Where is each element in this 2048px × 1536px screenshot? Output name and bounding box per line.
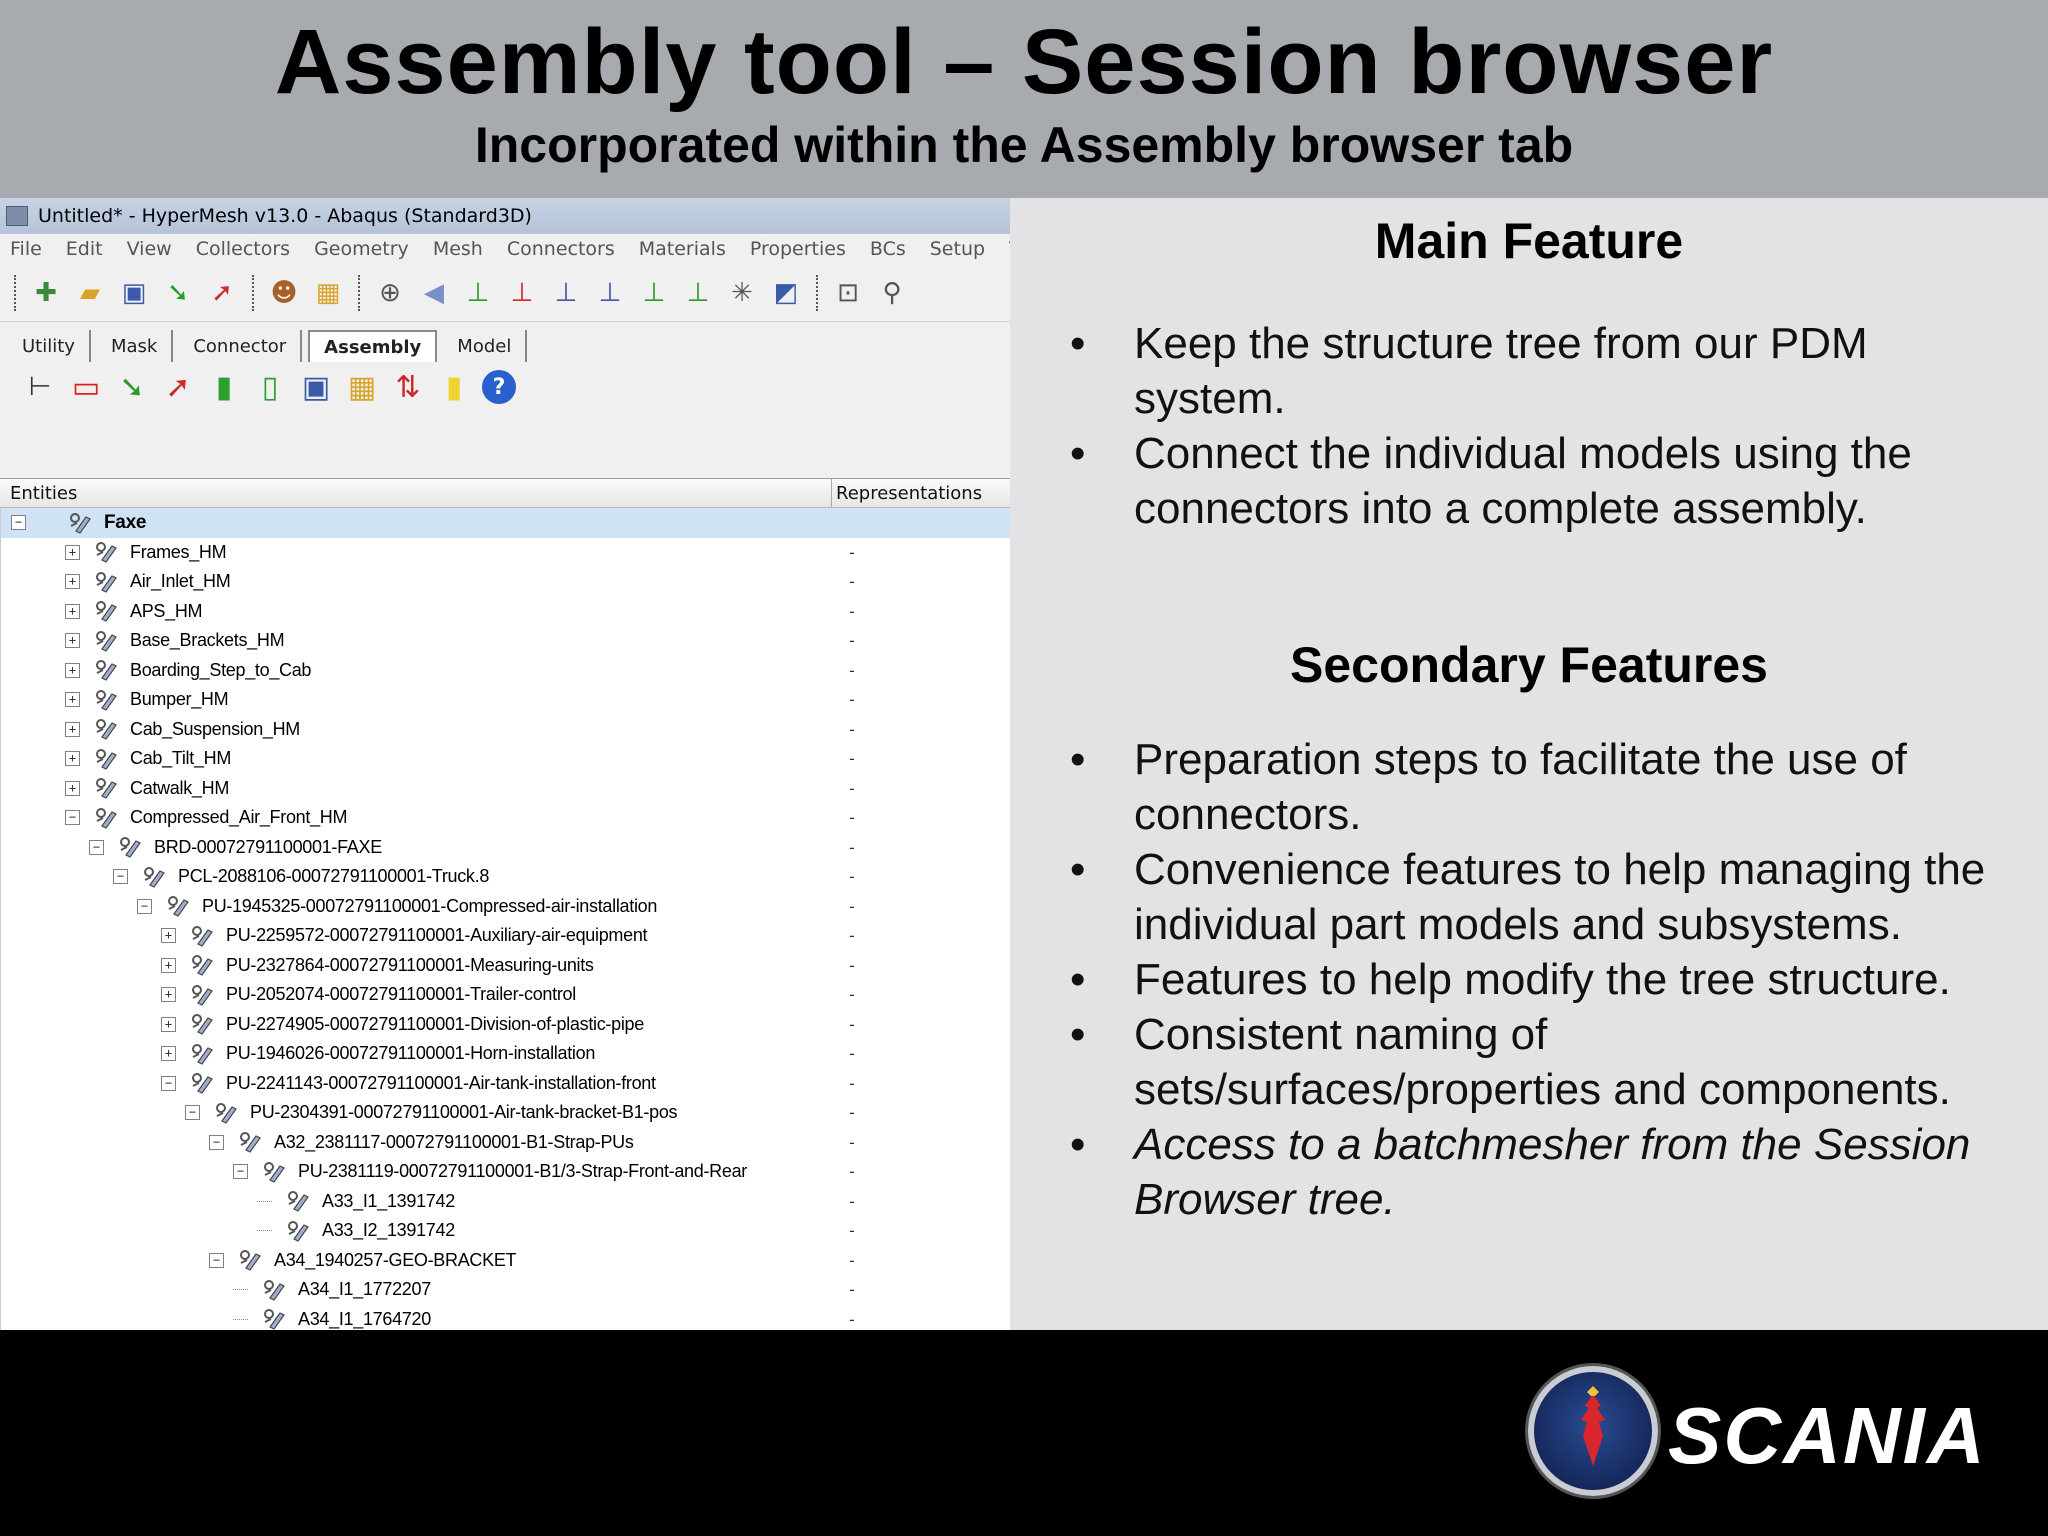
representation-value: - — [849, 601, 855, 621]
view-xz-icon[interactable]: ⊥ — [554, 277, 578, 308]
tree-item-label: PU-2259572-00072791100001-Auxiliary-air-equipment — [226, 925, 648, 946]
assembly-part-icon — [190, 953, 216, 977]
browser-tabs — [0, 322, 1010, 362]
assembly-part-icon — [94, 717, 120, 741]
slide-header — [0, 0, 2048, 198]
representation-value: - — [849, 1250, 855, 1270]
representation-value: - — [849, 1191, 855, 1211]
window-titlebar — [0, 198, 1010, 234]
table-row[interactable] — [1, 1098, 1010, 1128]
tree-item-label: A34_1940257-GEO-BRACKET — [274, 1249, 517, 1270]
table-row[interactable] — [1, 744, 1010, 774]
tree-item-label: Boarding_Step_to_Cab — [130, 659, 312, 680]
tree-item-label: A34_I1_1764720 — [298, 1308, 431, 1329]
assembly-part-icon — [262, 1160, 288, 1184]
table-row[interactable] — [1, 597, 1010, 627]
representation-value: - — [849, 749, 855, 769]
assembly-part-icon — [262, 1307, 288, 1331]
tree-item-label: Cab_Tilt_HM — [130, 748, 232, 769]
menu-item[interactable]: Connectors — [506, 238, 615, 260]
representation-value: - — [849, 690, 855, 710]
assembly-part-icon — [94, 570, 120, 594]
import-icon[interactable]: ➘ — [167, 277, 189, 308]
assembly-part-icon — [94, 806, 120, 830]
toolbar-separator — [252, 275, 254, 311]
expand-icon[interactable]: + — [161, 1017, 176, 1032]
export-red-icon[interactable]: ➚ — [165, 369, 191, 405]
collapse-icon[interactable]: − — [65, 810, 80, 825]
collapse-icon[interactable]: − — [137, 899, 152, 914]
session-tree — [0, 508, 1010, 1368]
secondary-feature-item: Consistent naming of sets/surfaces/properties and components. — [1134, 1010, 1951, 1114]
representation-value: - — [849, 631, 855, 651]
tree-item-label: BRD-00072791100001-FAXE — [154, 836, 382, 857]
main-feature-item: Keep the structure tree from our PDM system. — [1134, 319, 1868, 423]
tree-item-label: A33_I1_1391742 — [322, 1190, 455, 1211]
assembly-part-icon — [94, 776, 120, 800]
note-icon[interactable]: ▮ — [445, 369, 463, 405]
zoom-icon[interactable]: ⊕ — [379, 277, 401, 308]
secondary-feature-item: Preparation steps to facilitate the use of connectors. — [1134, 735, 1907, 839]
table-row[interactable] — [1, 951, 1010, 981]
menu-item[interactable]: Materials — [638, 238, 726, 260]
green-cylinder-icon[interactable]: ▮ — [215, 369, 233, 405]
tree-item-label: Base_Brackets_HM — [130, 630, 285, 651]
assembly-part-icon — [94, 599, 120, 623]
tree-item-label: APS_HM — [130, 600, 203, 621]
representation-value: - — [849, 542, 855, 562]
scania-griffin-logo — [1528, 1366, 1658, 1496]
list-item: • Preparation steps to facilitate the use of connectors. — [1060, 732, 2020, 842]
table-row[interactable] — [1, 715, 1010, 745]
expand-icon[interactable]: + — [65, 574, 80, 589]
column-entities[interactable]: Entities — [0, 479, 832, 507]
expand-icon[interactable]: + — [65, 545, 80, 560]
representation-value: - — [849, 572, 855, 592]
table-row[interactable] — [1, 1010, 1010, 1040]
tree-item-label: PU-2381119-00072791100001-B1/3-Strap-Front-and-Rear — [298, 1161, 747, 1182]
assembly-part-icon — [166, 894, 192, 918]
menu-item[interactable]: Edit — [65, 238, 103, 260]
toolbar-separator — [358, 275, 360, 311]
user-icon[interactable]: ☻ — [270, 277, 298, 308]
menu-item[interactable]: File — [10, 238, 42, 260]
assembly-part-icon — [238, 1248, 264, 1272]
view-yz-icon[interactable]: ⊥ — [642, 277, 666, 308]
view-iso-icon[interactable]: ✳ — [731, 277, 753, 308]
tab-connector[interactable]: Connector — [179, 330, 302, 362]
slide-subtitle: Incorporated within the Assembly browser tab — [474, 117, 1574, 173]
table-row[interactable] — [1, 656, 1010, 686]
table-row[interactable] — [1, 626, 1010, 656]
griffin-icon — [1553, 1386, 1633, 1476]
tree-item-label: PU-1945325-00072791100001-Compressed-air-installation — [202, 895, 658, 916]
back-arrow-icon[interactable]: ◀ — [424, 277, 444, 308]
representation-value: - — [849, 955, 855, 975]
view-yx-icon[interactable]: ⊥ — [510, 277, 534, 308]
collapse-icon[interactable]: − — [209, 1135, 224, 1150]
representation-value: - — [849, 985, 855, 1005]
app-icon — [6, 206, 28, 226]
representation-value: - — [849, 1103, 855, 1123]
assembly-part-icon — [190, 1012, 216, 1036]
sort-icon[interactable]: ⇅ — [395, 369, 421, 405]
representation-value: - — [849, 837, 855, 857]
window-title: Untitled* - HyperMesh v13.0 - Abaqus (Standard3D) — [38, 205, 532, 227]
view-zy-icon[interactable]: ⊥ — [686, 277, 710, 308]
tree-connector-line — [233, 1289, 248, 1290]
list-item: • Convenience features to help managing the individual part models and subsystems. — [1060, 842, 2020, 952]
collapse-icon[interactable]: − — [185, 1105, 200, 1120]
tree-item-label: PU-2274905-00072791100001-Division-of-plastic-pipe — [226, 1013, 644, 1034]
secondary-features-heading: Secondary Features — [1290, 637, 1768, 693]
menu-bar — [0, 234, 1010, 264]
tab-utility[interactable]: Utility — [8, 330, 91, 362]
table-row[interactable] — [1, 1069, 1010, 1099]
tab-assembly[interactable]: Assembly — [308, 330, 437, 362]
representation-value: - — [849, 1014, 855, 1034]
table-row[interactable] — [1, 1187, 1010, 1217]
expand-icon[interactable]: + — [161, 987, 176, 1002]
representation-value: - — [849, 1073, 855, 1093]
list-item: • Access to a batchmesher from the Session Browser tree. — [1060, 1117, 2020, 1227]
hypermesh-window — [0, 198, 1010, 1330]
assembly-part-icon — [94, 629, 120, 653]
expand-icon[interactable]: + — [65, 663, 80, 678]
list-item: • Consistent naming of sets/surfaces/properties and components. — [1060, 1007, 2020, 1117]
open-folder-icon[interactable]: ▰ — [80, 277, 100, 308]
assembly-part-icon — [142, 865, 168, 889]
tree-item-label: PU-2304391-00072791100001-Air-tank-bracket-B1-pos — [250, 1102, 678, 1123]
list-item: • Connect the individual models using the connectors into a complete assembly. — [1060, 426, 2020, 536]
expand-icon[interactable]: + — [161, 928, 176, 943]
toolbar-spacer — [0, 412, 1010, 478]
secondary-features-list — [1060, 732, 2020, 1227]
table-row[interactable] — [1, 1275, 1010, 1305]
table-row[interactable] — [1, 774, 1010, 804]
table-row[interactable] — [1, 1039, 1010, 1069]
assembly-part-icon — [190, 1042, 216, 1066]
assembly-toolbar — [0, 362, 1010, 412]
expand-icon[interactable]: + — [65, 633, 80, 648]
expand-icon[interactable]: + — [161, 958, 176, 973]
tree-item-label: PCL-2088106-00072791100001-Truck.8 — [178, 866, 490, 887]
main-feature-list — [1060, 316, 2020, 536]
assembly-part-icon — [190, 983, 216, 1007]
tree-connector-line — [233, 1319, 248, 1320]
search-icon[interactable]: ⚲ — [882, 277, 902, 308]
main-feature-heading: Main Feature — [1374, 213, 1684, 269]
tree-item-label: Frames_HM — [130, 541, 227, 562]
column-representations[interactable]: Representations — [836, 482, 983, 504]
representation-value: - — [849, 1044, 855, 1064]
secondary-feature-item: Features to help modify the tree structure. — [1134, 955, 1951, 1004]
collapse-icon[interactable]: − — [113, 869, 128, 884]
tree-item-label: Compressed_Air_Front_HM — [130, 807, 348, 828]
table-row[interactable] — [1, 685, 1010, 715]
table-row[interactable] — [1, 862, 1010, 892]
assembly-part-icon — [286, 1219, 312, 1243]
view-rotate-icon[interactable]: ◩ — [773, 277, 799, 308]
table-row[interactable] — [1, 892, 1010, 922]
collapse-icon[interactable]: − — [233, 1164, 248, 1179]
tree-item-label: A34_I1_1772207 — [298, 1279, 431, 1300]
toolbar-grip — [14, 275, 16, 311]
assembly-part-icon — [286, 1189, 312, 1213]
table-row[interactable] — [1, 1128, 1010, 1158]
assembly-part-icon — [94, 540, 120, 564]
main-toolbar — [0, 264, 1010, 322]
assembly-part-icon — [190, 1071, 216, 1095]
tree-item-label: PU-2052074-00072791100001-Trailer-control — [226, 984, 576, 1005]
tree-item-label: Cab_Suspension_HM — [130, 718, 301, 739]
table-row[interactable] — [1, 1216, 1010, 1246]
expand-icon[interactable]: + — [65, 604, 80, 619]
menu-item[interactable]: Mesh — [432, 238, 483, 260]
brand-wordmark: SCANIA — [1668, 1391, 1987, 1480]
representation-value: - — [849, 1309, 855, 1329]
menu-item[interactable]: Geometry — [314, 238, 409, 260]
export-icon[interactable]: ➚ — [211, 277, 233, 308]
help-icon[interactable]: ? — [482, 370, 516, 404]
table-row[interactable] — [1, 1246, 1010, 1276]
list-item: • Keep the structure tree from our PDM system. — [1060, 316, 2020, 426]
tab-model[interactable]: Model — [443, 330, 527, 362]
representation-value: - — [849, 896, 855, 916]
secondary-feature-item: Access to a batchmesher from the Session Browser tree. — [1134, 1120, 1971, 1224]
assembly-part-icon — [94, 658, 120, 682]
table-row[interactable] — [1, 980, 1010, 1010]
assembly-part-icon — [68, 511, 94, 535]
tree-connector-line — [257, 1201, 272, 1202]
representation-value: - — [849, 926, 855, 946]
folder-color-icon[interactable]: ▦ — [315, 277, 341, 308]
main-feature-item: Connect the individual models using the connectors into a complete assembly. — [1134, 429, 1912, 533]
menu-item[interactable]: Collectors — [195, 238, 291, 260]
assembly-part-icon — [94, 747, 120, 771]
collapse-icon[interactable]: − — [89, 840, 104, 855]
assembly-part-icon — [118, 835, 144, 859]
import-green-icon[interactable]: ➘ — [119, 369, 145, 405]
representation-value: - — [849, 778, 855, 798]
expand-icon[interactable]: + — [65, 722, 80, 737]
menu-item[interactable]: View — [126, 238, 172, 260]
tree-item-label: PU-1946026-00072791100001-Horn-installation — [226, 1043, 596, 1064]
fit-icon[interactable]: ⊡ — [837, 277, 859, 308]
cylinder-edit-icon[interactable]: ▯ — [261, 369, 279, 405]
tree-item-label: Bumper_HM — [130, 689, 229, 710]
representation-value: - — [849, 1280, 855, 1300]
assembly-part-icon — [94, 688, 120, 712]
representation-value: - — [849, 1221, 855, 1241]
toolbar-separator — [816, 275, 818, 311]
tree-connector-line — [257, 1230, 272, 1231]
view-xy-icon[interactable]: ⊥ — [466, 277, 490, 308]
tree-item-label: Faxe — [104, 511, 147, 533]
list-item: • Features to help modify the tree structure. — [1060, 952, 2020, 1007]
table-row[interactable] — [1, 803, 1010, 833]
menu-item[interactable]: Properties — [749, 238, 846, 260]
tree-item-label: PU-2241143-00072791100001-Air-tank-installation-front — [226, 1072, 656, 1093]
representation-value: - — [849, 808, 855, 828]
table-row[interactable] — [1, 508, 1010, 538]
collapse-icon[interactable]: − — [11, 515, 26, 530]
tree-item-label: A32_2381117-00072791100001-B1-Strap-PUs — [274, 1131, 634, 1152]
table-row[interactable] — [1, 1157, 1010, 1187]
secondary-feature-item: Convenience features to help managing the individual part models and subsystems. — [1134, 845, 1986, 949]
features-panel — [1010, 198, 2048, 1330]
table-row[interactable] — [1, 538, 1010, 568]
assembly-part-icon — [190, 924, 216, 948]
expand-icon[interactable]: + — [65, 692, 80, 707]
menu-item[interactable]: BCs — [869, 238, 906, 260]
tab-mask[interactable]: Mask — [97, 330, 173, 362]
collapse-icon[interactable]: − — [209, 1253, 224, 1268]
menu-item[interactable]: Setup — [929, 238, 986, 260]
representation-value: - — [849, 660, 855, 680]
representation-value: - — [849, 867, 855, 887]
representation-value: - — [849, 1162, 855, 1182]
open-file-icon[interactable]: ▦ — [347, 369, 377, 405]
new-model-icon[interactable]: ✚ — [35, 277, 57, 308]
table-row[interactable] — [1, 921, 1010, 951]
table-row[interactable] — [1, 833, 1010, 863]
collapse-icon[interactable]: − — [161, 1076, 176, 1091]
tree-item-label: PU-2327864-00072791100001-Measuring-units — [226, 954, 594, 975]
expand-icon[interactable]: + — [65, 751, 80, 766]
expand-icon[interactable]: + — [65, 781, 80, 796]
assembly-part-icon — [238, 1130, 264, 1154]
slide-title: Assembly tool – Session browser — [274, 11, 1774, 113]
view-zx-icon[interactable]: ⊥ — [598, 277, 622, 308]
representation-value: - — [849, 719, 855, 739]
tree-item-label: Air_Inlet_HM — [130, 571, 231, 592]
representation-value: - — [849, 1132, 855, 1152]
save-blue-icon[interactable]: ▣ — [301, 369, 331, 405]
table-row[interactable] — [1, 567, 1010, 597]
expand-icon[interactable]: + — [161, 1046, 176, 1061]
tree-column-header — [0, 478, 1010, 508]
assembly-part-icon — [262, 1278, 288, 1302]
tree-view-icon[interactable]: ⊢ — [28, 372, 52, 402]
assembly-part-icon — [214, 1101, 240, 1125]
slide-footer — [0, 1330, 2048, 1536]
tree-item-label: A33_I2_1391742 — [322, 1220, 455, 1241]
mask-box-icon[interactable]: ▭ — [71, 369, 101, 405]
tree-item-label: Catwalk_HM — [130, 777, 230, 798]
save-icon[interactable]: ▣ — [121, 277, 147, 308]
